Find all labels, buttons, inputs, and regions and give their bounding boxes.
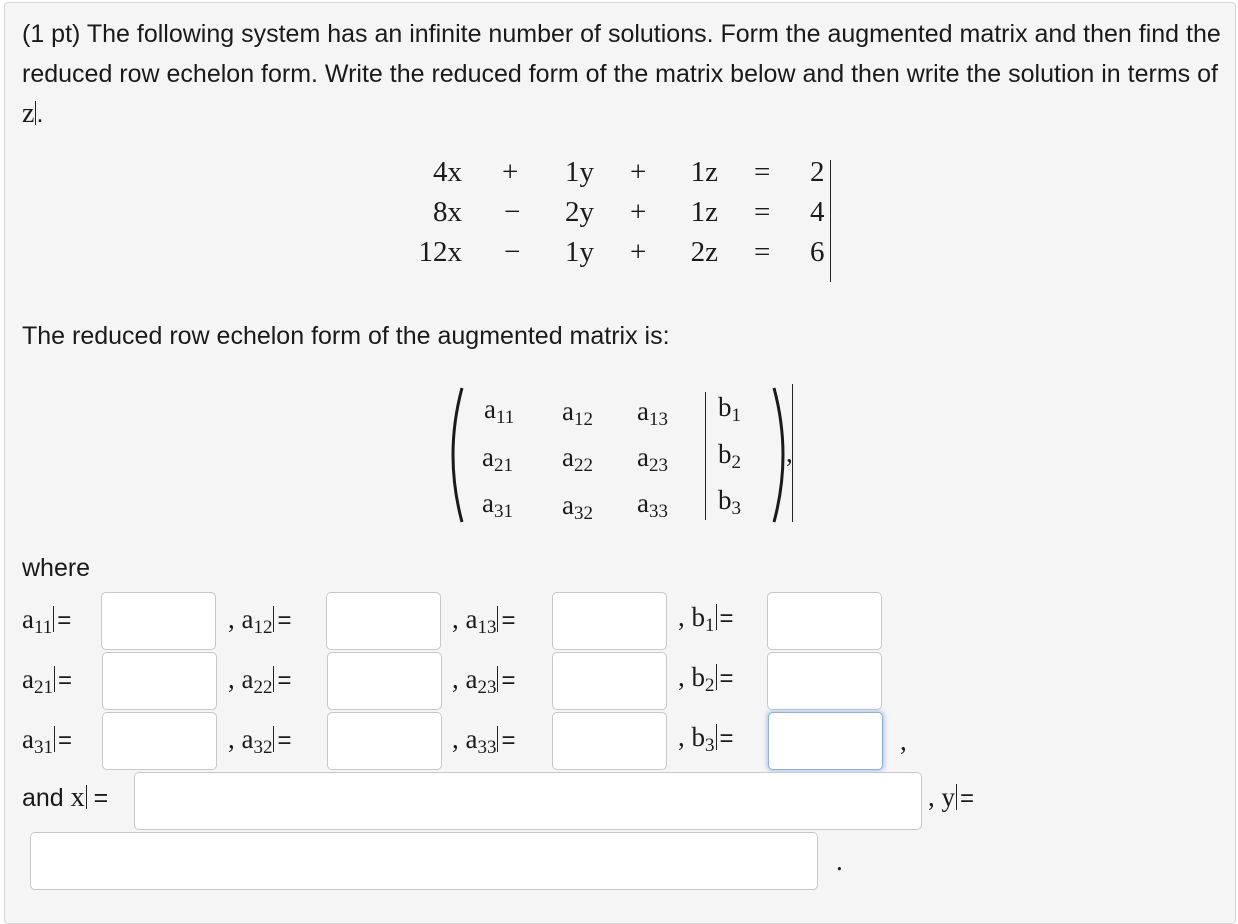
input-b3[interactable] [768,712,883,770]
label-a23: , $a_{23}$ = [452,664,516,698]
term-y: 2y [565,196,594,228]
equals-sign: = [754,156,771,188]
label-a31: $a_{31}$ = [22,724,72,758]
input-a12[interactable] [326,592,441,650]
rref-matrix [440,384,820,530]
system-right-bar [830,160,831,282]
term-y: 1y [565,156,594,188]
label-a33: , $a_{33}$ = [452,724,516,758]
where-label: where [22,554,91,582]
operator: + [630,236,647,268]
rref-label: The reduced row echelon form of the augmented matrix is: [22,322,670,350]
matrix-entry: $b_3$ [718,485,741,519]
left-paren [440,384,470,526]
rhs-value: 4 [810,196,825,228]
input-y[interactable] [30,832,818,890]
label-b1: , $b_1$ = [678,602,734,636]
term-z: 2z [690,236,718,268]
matrix-entry: $a_{11}$ [484,394,515,428]
term-z: 1z [690,156,718,188]
operator: + [630,156,647,188]
input-b1[interactable] [767,592,882,650]
rhs-value: 6 [810,236,825,268]
term-x: 12x [418,236,462,268]
problem-period: . [36,100,44,128]
label-a13: , $a_{13}$ = [452,604,516,638]
label-b2: , $b_2$ = [678,662,734,696]
operator: + [630,196,647,228]
matrix-entry: $b_2$ [718,439,741,473]
problem-statement [22,14,1222,134]
label-a11: $a_{11}$ = [22,604,72,638]
x-label: and x = [22,782,109,813]
matrix-entry: $a_{32}$ [562,490,593,524]
operator: + [502,156,519,188]
matrix-entry: $a_{23}$ [637,442,668,476]
input-a21[interactable] [102,652,217,710]
problem-text: (1 pt) The following system has an infinite number of solutions. Form the augmented matrix and then find the reduced row echelon form. Write the reduced form of the matrix below and then write the solution in terms of [22,20,1221,88]
problem-variable: z [22,98,35,129]
term-x: 8x [433,196,462,228]
input-a33[interactable] [552,712,667,770]
term-x: 4x [433,156,462,188]
trailing-comma: , [900,726,907,756]
input-a13[interactable] [552,592,667,650]
label-a32: , $a_{32}$ = [228,724,292,758]
label-b3: , $b_3$ = [678,722,734,756]
label-a12: , $a_{12}$ = [228,604,292,638]
matrix-entry: $a_{31}$ [482,488,513,522]
matrix-entry: $b_1$ [718,392,741,426]
operator: − [504,196,521,228]
equals-sign: = [754,196,771,228]
augment-bar [705,392,706,520]
input-a11[interactable] [101,592,216,650]
matrix-trailing-comma: , [786,438,793,468]
matrix-entry: $a_{33}$ [637,488,668,522]
input-a32[interactable] [327,712,442,770]
matrix-entry: $a_{21}$ [482,442,513,476]
label-a21: $a_{21}$ = [22,664,72,698]
matrix-entry: $a_{13}$ [637,396,668,430]
final-period: . [836,846,843,876]
equals-sign: = [754,236,771,268]
input-a22[interactable] [327,652,442,710]
operator: − [504,236,521,268]
label-a22: , $a_{22}$ = [228,664,292,698]
input-b2[interactable] [767,652,882,710]
input-x[interactable] [134,772,922,830]
y-label: , y = [928,782,975,812]
matrix-entry: $a_{12}$ [562,396,593,430]
term-z: 1z [690,196,718,228]
rhs-value: 2 [810,156,825,188]
matrix-entry: $a_{22}$ [562,442,593,476]
input-a31[interactable] [102,712,217,770]
term-y: 1y [565,236,594,268]
input-a23[interactable] [552,652,667,710]
